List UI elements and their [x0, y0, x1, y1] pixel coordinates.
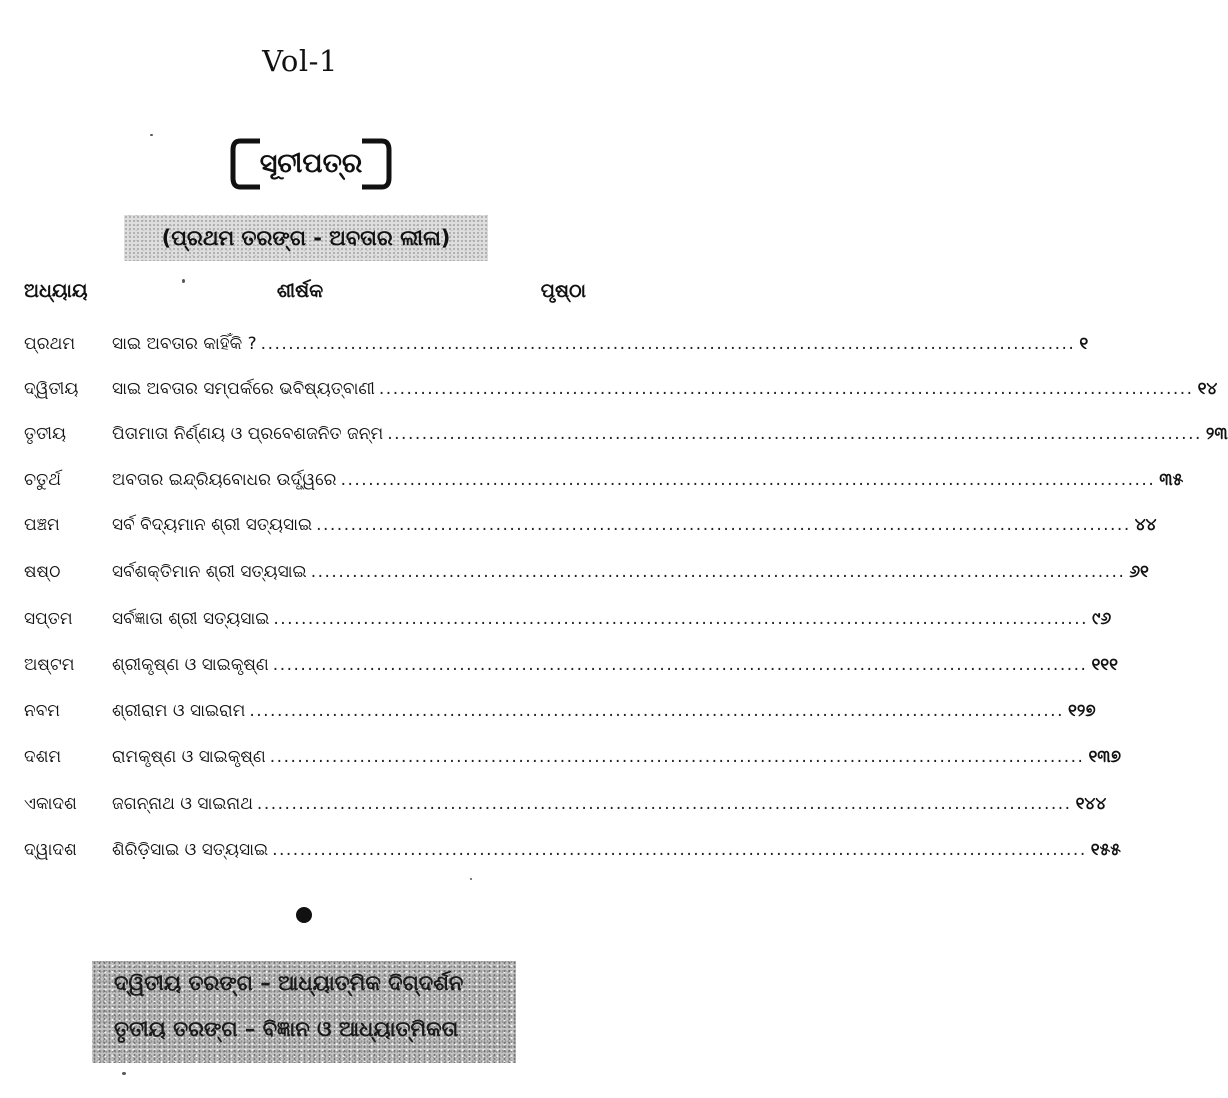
chapter-title: ସର୍ବଜ୍ଞାତା ଶ୍ରୀ ସତ୍ୟସାଇ	[112, 609, 270, 629]
toc-title-frame	[230, 138, 392, 190]
dot-leader: ......................................................................................................................	[249, 701, 1064, 721]
later-parts-box	[92, 961, 516, 1063]
page-number: ୧୨୭	[1067, 701, 1096, 721]
section-bullet-icon	[296, 907, 312, 923]
page-number: ୯୬	[1092, 609, 1112, 629]
toc-entry-7	[24, 597, 1112, 641]
chapter-title: ପିତାମାତା ନିର୍ଣ୍ଣୟ ଓ ପ୍ରବେଶଜନିତ ଜନ୍ମ	[112, 424, 384, 444]
toc-entry-3	[24, 412, 1228, 456]
toc-entry-8	[24, 643, 1119, 687]
chapter-title: ଜଗନ୍ନାଥ ଓ ସାଇନାଥ	[112, 794, 253, 814]
toc-entry-1	[24, 322, 1089, 366]
toc-entry-12	[24, 828, 1121, 872]
toc-entry-5	[24, 503, 1157, 547]
chapter-label: ଦ୍ୱିତୀୟ	[24, 379, 79, 399]
chapter-title: ଅବତାର ଇନ୍ଦ୍ରିୟବୋଧର ଉର୍ଦ୍ଧ୍ୱରେ	[112, 470, 337, 490]
toc-entry-9	[24, 689, 1096, 733]
chapter-title: ସାଇ ଅବତାର ସମ୍ପର୍କରେ ଭବିଷ୍ୟତ୍‌ବାଣୀ	[112, 379, 375, 399]
column-header-page: ପୃଷ୍ଠା	[540, 280, 586, 302]
toc-entry-6	[24, 550, 1149, 594]
print-speck	[470, 878, 472, 880]
toc-entry-11	[24, 782, 1107, 826]
toc-entry-4	[24, 458, 1184, 502]
toc-entry-2	[24, 367, 1218, 411]
dot-leader: ......................................................................................................................	[340, 470, 1156, 490]
chapter-title: ସାଇ ଅବତାର କାହିଁକି ?	[112, 334, 257, 354]
volume-label: Vol-1	[262, 44, 338, 78]
page-number: ୧୧୧	[1091, 655, 1119, 675]
page-number: ୪୪	[1134, 515, 1157, 535]
page-number: ୧୩୭	[1088, 747, 1122, 767]
page-number: ୧	[1079, 334, 1089, 354]
column-header-title: ଶୀର୍ଷକ	[276, 280, 324, 302]
dot-leader: ......................................................................................................................	[316, 515, 1131, 535]
chapter-title: ସର୍ବଶକ୍ତିମାନ ଶ୍ରୀ ସତ୍ୟସାଇ	[112, 562, 307, 582]
dot-leader: ......................................................................................................................	[310, 562, 1126, 582]
chapter-label: ପ୍ରଥମ	[24, 334, 76, 354]
chapter-label: ସପ୍ତମ	[24, 609, 73, 629]
chapter-label: ଦଶମ	[24, 747, 62, 767]
dot-leader: ......................................................................................................................	[256, 794, 1072, 814]
part-one-heading: (ପ୍ରଥମ ତରଙ୍ଗ - ଅବତାର ଲୀଳା)	[124, 215, 488, 261]
page-number: ୧୫୫	[1090, 840, 1121, 860]
print-speck	[122, 1072, 126, 1075]
part-two-heading: ଦ୍ୱିତୀୟ ତରଙ୍ଗ – ଆଧ୍ୟାତ୍ମିକ ଦିଗ୍‌ଦର୍ଶନ	[114, 971, 464, 995]
chapter-title: ଶ୍ରୀକୃଷ୍ଣ ଓ ସାଇକୃଷ୍ଣ	[112, 655, 269, 675]
dot-leader: ......................................................................................................................	[387, 424, 1202, 444]
chapter-label: ତୃତୀୟ	[24, 424, 66, 444]
chapter-label: ଚତୁର୍ଥ	[24, 470, 61, 490]
dot-leader: ......................................................................................................................	[269, 747, 1085, 767]
chapter-title: ଶିରିଡ଼ିସାଇ ଓ ସତ୍ୟସାଇ	[112, 840, 269, 860]
print-speck	[150, 134, 153, 136]
dot-leader: ......................................................................................................................	[273, 609, 1089, 629]
part-three-heading: ତୃତୀୟ ତରଙ୍ଗ – ବିଜ୍ଞାନ ଓ ଆଧ୍ୟାତ୍ମିକତା	[114, 1017, 459, 1041]
column-header-chapter: ଅଧ୍ୟାୟ	[24, 280, 88, 302]
dot-leader: ......................................................................................................................	[272, 655, 1088, 675]
chapter-title: ରାମକୃଷ୍ଣ ଓ ସାଇକୃଷ୍ଣ	[112, 747, 266, 767]
chapter-label: ଷଷ୍ଠ	[24, 562, 61, 582]
dot-leader: ......................................................................................................................	[272, 840, 1087, 860]
print-speck	[182, 279, 185, 283]
chapter-label: ଏକାଦଶ	[24, 794, 77, 814]
toc-title: ସୂଚୀପତ୍ର	[259, 148, 363, 179]
page-number: ୨୩	[1205, 424, 1228, 444]
page-number: ୧୪୪	[1075, 794, 1107, 814]
chapter-label: ନବମ	[24, 701, 61, 721]
page-number: ୩୫	[1159, 470, 1184, 490]
chapter-title: ଶ୍ରୀରାମ ଓ ସାଇରାମ	[112, 701, 246, 721]
dot-leader: ......................................................................................................................	[378, 379, 1194, 399]
chapter-label: ପଞ୍ଚମ	[24, 515, 60, 535]
chapter-title: ସର୍ବ ବିଦ୍ୟମାନ ଶ୍ରୀ ସତ୍ୟସାଇ	[112, 515, 313, 535]
chapter-label: ଅଷ୍ଟମ	[24, 655, 75, 675]
toc-entry-10	[24, 735, 1122, 779]
dot-leader: ......................................................................................................................	[260, 334, 1076, 354]
page-number: ୬୧	[1129, 562, 1149, 582]
chapter-label: ଦ୍ୱାଦଶ	[24, 840, 77, 860]
page-number: ୧୪	[1197, 379, 1218, 399]
